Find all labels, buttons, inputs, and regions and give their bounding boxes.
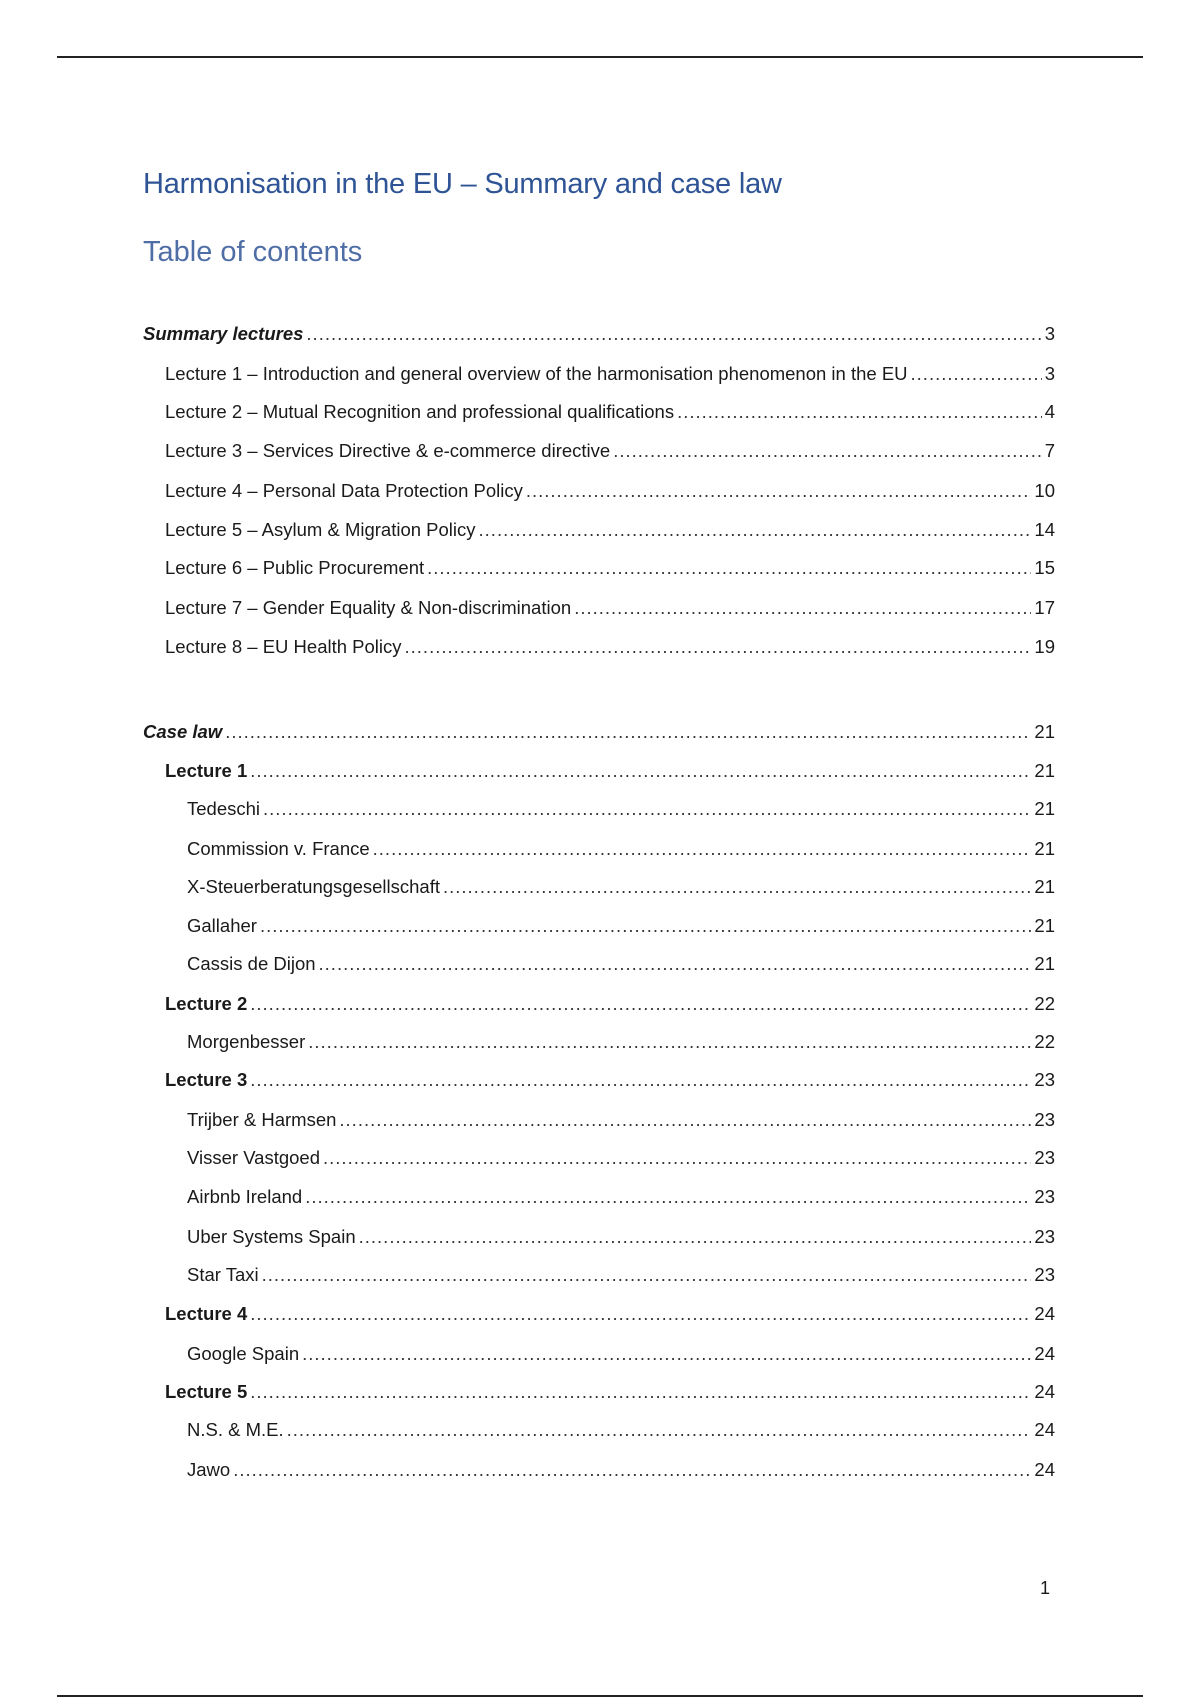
toc-entry-label: Tedeschi <box>187 798 261 819</box>
toc-entry-label: N.S. & M.E. <box>187 1419 284 1440</box>
toc-entry-page: 23 <box>1034 1147 1055 1168</box>
footer-rule <box>57 1695 1143 1697</box>
toc-entry-page: 22 <box>1034 993 1055 1014</box>
toc-entry-page: 23 <box>1034 1069 1055 1090</box>
toc-leader <box>233 1458 1031 1482</box>
toc-entry-page: 24 <box>1034 1459 1055 1480</box>
toc-entry-label: Uber Systems Spain <box>187 1226 356 1247</box>
toc-entry-case[interactable] <box>143 1108 1055 1132</box>
toc-entry-page: 23 <box>1034 1109 1055 1130</box>
toc-entry-caselaw-lecture-3[interactable] <box>143 1068 1055 1092</box>
document-title: Harmonisation in the EU – Summary and case law <box>143 168 782 200</box>
toc-leader <box>373 837 1032 861</box>
toc-entry-page: 23 <box>1034 1264 1055 1285</box>
toc-entry-lecture-6[interactable] <box>143 556 1055 580</box>
header-rule <box>57 56 1143 58</box>
toc-entry-case[interactable] <box>143 1146 1055 1170</box>
toc-entry-label: Lecture 1 – Introduction and general overview of the harmonisation phenomenon in the EU <box>165 363 908 384</box>
toc-entry-case-law[interactable] <box>143 720 1055 744</box>
toc-entry-page: 19 <box>1034 636 1055 657</box>
toc-entry-label: Summary lectures <box>143 323 304 344</box>
toc-leader <box>526 479 1032 503</box>
toc-entry-label: Lecture 4 – Personal Data Protection Policy <box>165 480 523 501</box>
toc-entry-caselaw-lecture-1[interactable] <box>143 759 1055 783</box>
toc-leader <box>263 797 1031 821</box>
toc-leader <box>427 556 1031 580</box>
toc-entry-page: 21 <box>1034 798 1055 819</box>
toc-entry-caselaw-lecture-2[interactable] <box>143 992 1055 1016</box>
toc-leader <box>319 952 1032 976</box>
toc-entry-lecture-5[interactable] <box>143 518 1055 542</box>
toc-entry-label: Trijber & Harmsen <box>187 1109 337 1130</box>
toc-leader <box>677 400 1042 424</box>
toc-entry-label: Lecture 7 – Gender Equality & Non-discrimination <box>165 597 572 618</box>
toc-leader <box>339 1108 1031 1132</box>
toc-entry-case[interactable] <box>143 1342 1055 1366</box>
toc-leader <box>405 635 1032 659</box>
toc-entry-case[interactable] <box>143 1263 1055 1287</box>
toc-leader <box>613 439 1042 463</box>
toc-entry-label: Lecture 5 – Asylum & Migration Policy <box>165 519 476 540</box>
toc-entry-label: Lecture 4 <box>165 1303 248 1324</box>
toc-entry-page: 14 <box>1034 519 1055 540</box>
toc-entry-caselaw-lecture-4[interactable] <box>143 1302 1055 1326</box>
toc-entry-page: 22 <box>1034 1031 1055 1052</box>
toc-entry-label: Cassis de Dijon <box>187 953 316 974</box>
toc-entry-label: X-Steuerberatungsgesellschaft <box>187 876 440 897</box>
toc-entry-lecture-1[interactable] <box>143 362 1055 386</box>
toc-leader <box>306 322 1041 346</box>
toc-entry-page: 23 <box>1034 1186 1055 1207</box>
toc-entry-label: Jawo <box>187 1459 231 1480</box>
toc-leader <box>262 1263 1032 1287</box>
toc-entry-lecture-7[interactable] <box>143 596 1055 620</box>
toc-entry-label: Airbnb Ireland <box>187 1186 303 1207</box>
toc-leader <box>250 1302 1031 1326</box>
toc-entry-page: 24 <box>1034 1419 1055 1440</box>
toc-entry-label: Lecture 6 – Public Procurement <box>165 557 425 578</box>
toc-entry-lecture-8[interactable] <box>143 635 1055 659</box>
toc-entry-page: 7 <box>1044 440 1055 461</box>
toc-entry-label: Lecture 2 – Mutual Recognition and professional qualifications <box>165 401 675 422</box>
toc-entry-caselaw-lecture-5[interactable] <box>143 1380 1055 1404</box>
toc-entry-page: 21 <box>1034 760 1055 781</box>
toc-entry-case[interactable] <box>143 1458 1055 1482</box>
toc-entry-page: 4 <box>1044 401 1055 422</box>
toc-entry-summary-lectures[interactable] <box>143 322 1055 346</box>
toc-entry-page: 3 <box>1044 363 1055 384</box>
toc-entry-label: Lecture 2 <box>165 993 248 1014</box>
toc-entry-label: Lecture 5 <box>165 1381 248 1402</box>
toc-entry-label: Gallaher <box>187 915 257 936</box>
toc-entry-label: Morgenbesser <box>187 1031 306 1052</box>
toc-leader <box>250 1380 1031 1404</box>
toc-leader <box>305 1185 1031 1209</box>
toc-entry-lecture-3[interactable] <box>143 439 1055 463</box>
toc-entry-case[interactable] <box>143 952 1055 976</box>
toc-leader <box>250 759 1031 783</box>
toc-entry-label: Lecture 3 – Services Directive & e-commerce directive <box>165 440 611 461</box>
toc-entry-label: Lecture 8 – EU Health Policy <box>165 636 402 657</box>
toc-entry-label: Star Taxi <box>187 1264 259 1285</box>
toc-entry-page: 3 <box>1044 323 1055 344</box>
toc-entry-page: 17 <box>1034 597 1055 618</box>
toc-entry-page: 15 <box>1034 557 1055 578</box>
toc-entry-page: 21 <box>1034 953 1055 974</box>
toc-leader <box>574 596 1031 620</box>
toc-entry-case[interactable] <box>143 837 1055 861</box>
toc-entry-page: 24 <box>1034 1381 1055 1402</box>
toc-entry-page: 23 <box>1034 1226 1055 1247</box>
toc-leader <box>225 720 1031 744</box>
toc-entry-case[interactable] <box>143 797 1055 821</box>
page-number: 1 <box>1040 1578 1051 1598</box>
toc-entry-lecture-4[interactable] <box>143 479 1055 503</box>
toc-entry-label: Case law <box>143 721 223 742</box>
toc-entry-case[interactable] <box>143 1225 1055 1249</box>
toc-leader <box>443 875 1031 899</box>
toc-entry-lecture-2[interactable] <box>143 400 1055 424</box>
toc-entry-page: 21 <box>1034 721 1055 742</box>
toc-entry-case[interactable] <box>143 914 1055 938</box>
toc-leader <box>479 518 1032 542</box>
toc-entry-label: Google Spain <box>187 1343 300 1364</box>
toc-entry-label: Lecture 1 <box>165 760 248 781</box>
toc-leader <box>911 362 1042 386</box>
toc-entry-page: 24 <box>1034 1343 1055 1364</box>
toc-leader <box>260 914 1031 938</box>
toc-entry-case[interactable] <box>143 1185 1055 1209</box>
toc-entry-case[interactable] <box>143 1030 1055 1054</box>
toc-leader <box>302 1342 1031 1366</box>
toc-entry-page: 21 <box>1034 876 1055 897</box>
toc-entry-label: Visser Vastgoed <box>187 1147 321 1168</box>
toc-leader <box>308 1030 1031 1054</box>
toc-heading: Table of contents <box>143 236 363 268</box>
toc-entry-label: Commission v. France <box>187 838 370 859</box>
toc-entry-page: 10 <box>1034 480 1055 501</box>
toc-leader <box>250 992 1031 1016</box>
toc-entry-page: 21 <box>1034 838 1055 859</box>
toc-leader <box>359 1225 1032 1249</box>
toc-leader <box>323 1146 1031 1170</box>
toc-entry-page: 24 <box>1034 1303 1055 1324</box>
toc-entry-case[interactable] <box>143 875 1055 899</box>
toc-entry-label: Lecture 3 <box>165 1069 248 1090</box>
toc-entry-page: 21 <box>1034 915 1055 936</box>
toc-leader <box>250 1068 1031 1092</box>
toc-entry-case[interactable] <box>143 1418 1055 1442</box>
toc-leader <box>287 1418 1032 1442</box>
